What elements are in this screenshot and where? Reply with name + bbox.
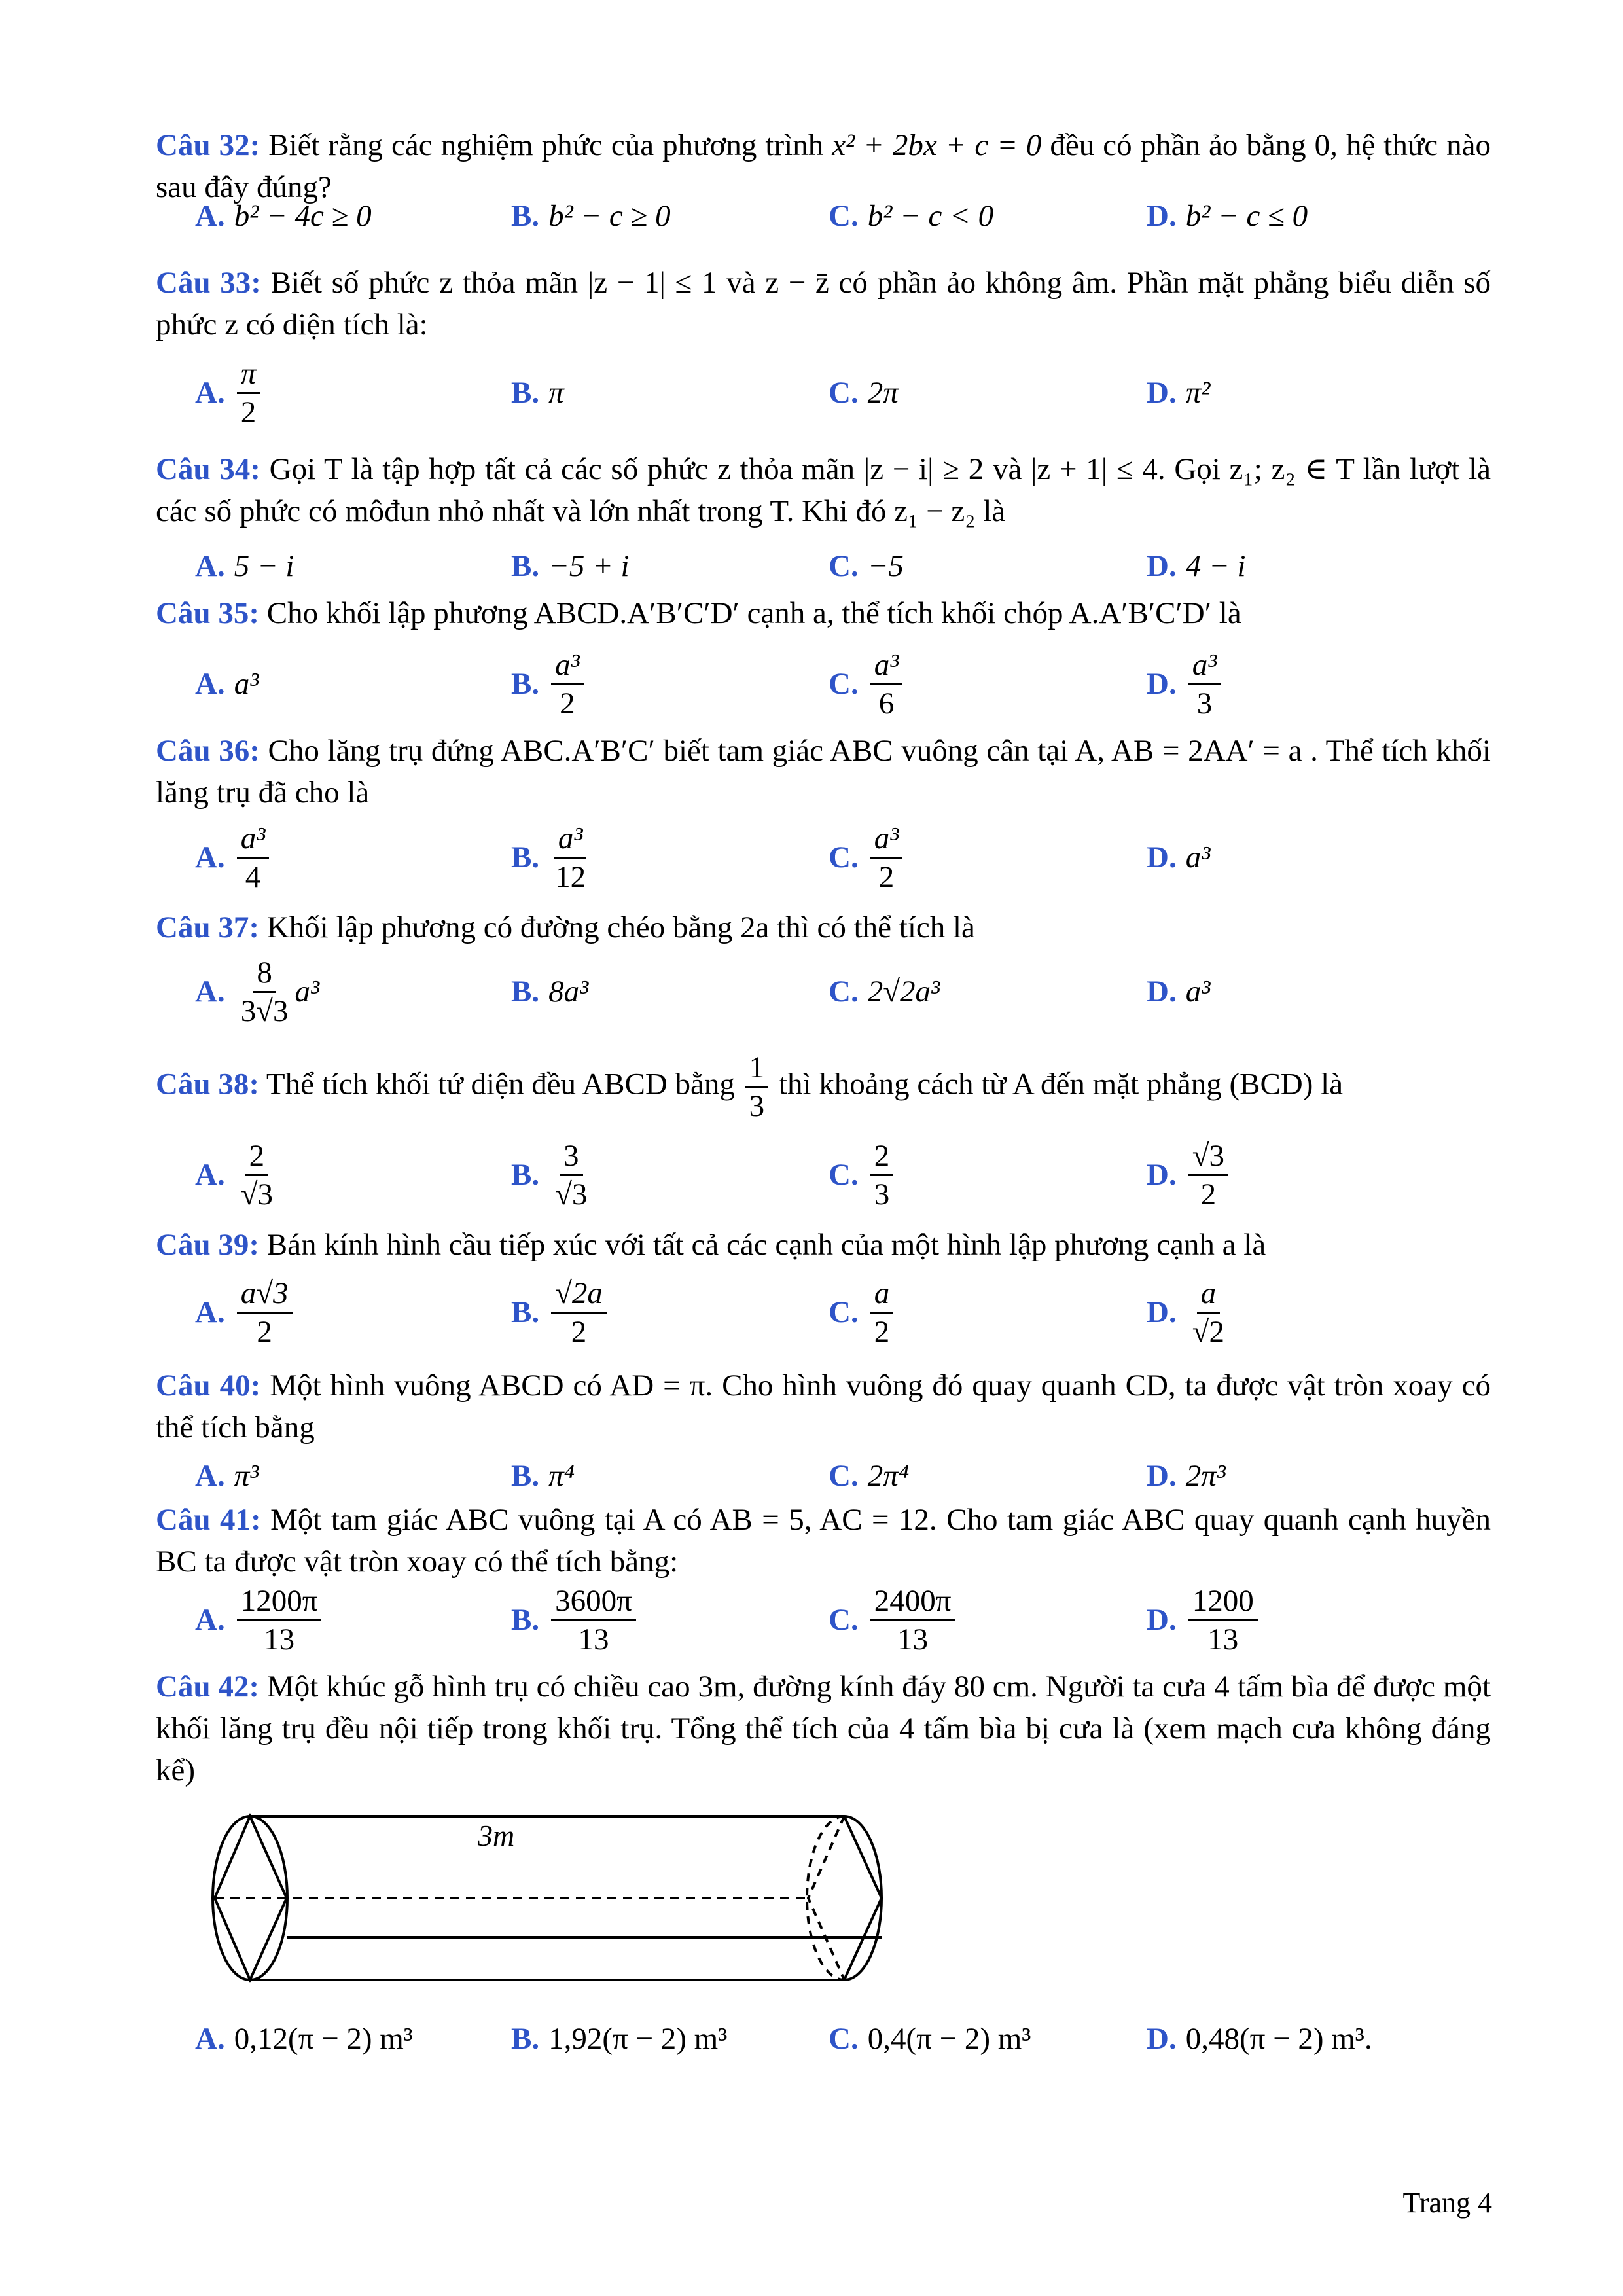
option-letter: D.	[1147, 975, 1177, 1009]
option-text: 1,92(π − 2) m³	[548, 2022, 728, 2056]
option-letter: A.	[195, 1603, 225, 1637]
options-33	[156, 353, 1491, 432]
option-a[interactable]	[195, 1581, 324, 1659]
denominator: 12	[555, 859, 586, 894]
fraction	[870, 820, 903, 895]
question-stem	[156, 730, 1491, 814]
option-d[interactable]	[1147, 353, 1210, 432]
stem-text: Gọi T là tập hợp tất cả các số phức z thỏa mãn |z − i| ≥ 2 và |z + 1| ≤ 4. Gọi z₁; z₂ ∈ T lần lượt là các số phức có môđun nhỏ nhất và lớn nhất trong T. Khi đó z₁ − z₂ là	[156, 452, 1491, 528]
question-stem	[156, 1049, 1343, 1124]
question-number: Câu 33:	[156, 266, 261, 300]
option-letter: D.	[1147, 1459, 1177, 1493]
denominator: 3	[874, 1177, 890, 1211]
numerator: √3	[1188, 1138, 1228, 1176]
question-number: Câu 34:	[156, 452, 260, 486]
question-number: Câu 40:	[156, 1369, 261, 1403]
option-letter: D.	[1147, 667, 1177, 701]
option-a[interactable]	[195, 818, 272, 897]
question-39	[156, 1224, 1491, 1266]
option-a[interactable]	[195, 1453, 259, 1499]
option-text: a³	[234, 667, 259, 701]
option-text: a³	[1185, 840, 1211, 874]
fraction	[551, 647, 584, 722]
numerator: 3600π	[551, 1583, 636, 1621]
question-number: Câu 36:	[156, 734, 260, 768]
option-b[interactable]	[511, 543, 630, 589]
option-letter: D.	[1147, 1603, 1177, 1637]
option-a[interactable]	[195, 952, 319, 1031]
options-39	[156, 1273, 1491, 1352]
option-text: π	[548, 376, 564, 410]
right-square-back	[808, 1816, 844, 1980]
fraction	[237, 1583, 322, 1658]
fraction	[237, 1138, 277, 1213]
question-stem	[156, 1666, 1491, 1791]
numerator: 1	[745, 1049, 769, 1088]
fraction	[1188, 647, 1221, 722]
question-stem	[156, 592, 1491, 634]
right-square-front	[844, 1816, 882, 1980]
fraction	[237, 820, 270, 895]
option-a[interactable]	[195, 645, 259, 723]
stem-text: Một tam giác ABC vuông tại A có AB = 5, AC = 12. Cho tam giác ABC quay quanh cạnh huyền BC ta được vật tròn xoay có thể tích bằng:	[156, 1503, 1491, 1579]
stem-text: Cho lăng trụ đứng ABC.A′B′C′ biết tam giác ABC vuông cân tại A, AB = 2AA′ = a . Thể tích khối lăng trụ đã cho là	[156, 734, 1491, 810]
option-letter: C.	[829, 199, 859, 233]
question-33	[156, 262, 1491, 346]
option-text: 8a³	[548, 975, 589, 1009]
option-text: 5 − i	[234, 549, 294, 583]
question-stem	[156, 448, 1491, 532]
question-35	[156, 592, 1491, 634]
options-41	[156, 1581, 1491, 1659]
option-letter: D.	[1147, 549, 1177, 583]
stem-text: Khối lập phương có đường chéo bằng 2a thì có thể tích là	[259, 910, 975, 944]
option-letter: A.	[195, 199, 225, 233]
option-text: 0,12(π − 2) m³	[234, 2022, 413, 2056]
option-letter: B.	[511, 199, 540, 233]
option-letter: B.	[511, 376, 540, 410]
fraction	[551, 1583, 636, 1658]
stem-text: Biết rằng các nghiệm phức của phương trình	[260, 128, 832, 162]
option-letter: A.	[195, 667, 225, 701]
cylinder-right-arc-front	[844, 1816, 882, 1980]
option-b[interactable]	[511, 193, 671, 239]
option-b[interactable]	[511, 1453, 575, 1499]
question-34	[156, 448, 1491, 532]
option-letter: B.	[511, 549, 540, 583]
question-41	[156, 1499, 1491, 1583]
question-number: Câu 35:	[156, 596, 259, 630]
option-a[interactable]	[195, 353, 262, 432]
option-d[interactable]	[1147, 645, 1223, 723]
denominator: √2	[1192, 1314, 1224, 1349]
options-38	[156, 1136, 1491, 1214]
denominator: √3	[240, 1177, 273, 1211]
option-letter: B.	[511, 2022, 540, 2056]
options-36	[156, 818, 1491, 897]
question-number: Câu 39:	[156, 1228, 259, 1262]
fraction	[1188, 1275, 1228, 1350]
option-letter: C.	[829, 1158, 859, 1192]
fraction	[237, 954, 293, 1030]
question-number: Câu 38:	[156, 1066, 259, 1101]
stem-math: x² + 2bx + c = 0	[832, 128, 1042, 162]
option-letter: C.	[829, 376, 859, 410]
option-letter: B.	[511, 975, 540, 1009]
option-d[interactable]	[1147, 1136, 1231, 1214]
denominator: 13	[578, 1622, 609, 1657]
option-text: b² − c ≤ 0	[1185, 199, 1308, 233]
option-letter: D.	[1147, 199, 1177, 233]
option-text: −5 + i	[548, 549, 630, 583]
option-letter: A.	[195, 1295, 225, 1329]
option-c[interactable]	[829, 2016, 1031, 2062]
denominator: 13	[264, 1622, 295, 1657]
numerator: a	[1197, 1275, 1221, 1314]
denominator: 2	[257, 1314, 272, 1349]
stem-text: Thể tích khối tứ diện đều ABCD bằng	[259, 1066, 743, 1101]
fraction	[551, 1275, 607, 1350]
numerator: a	[870, 1275, 894, 1314]
option-a[interactable]	[195, 1273, 295, 1352]
denominator: 3	[1196, 686, 1213, 721]
question-number: Câu 42:	[156, 1670, 260, 1704]
numerator: 1200π	[237, 1583, 322, 1621]
page-number: Trang 4	[1402, 2187, 1492, 2219]
option-letter: C.	[829, 2022, 859, 2056]
option-d[interactable]	[1147, 952, 1210, 1031]
option-c[interactable]	[829, 1273, 896, 1352]
option-b[interactable]	[511, 645, 586, 723]
numerator: 1200	[1188, 1583, 1258, 1621]
option-c[interactable]	[829, 1453, 909, 1499]
question-stem	[156, 1365, 1491, 1448]
option-letter: B.	[511, 840, 540, 874]
denominator: 2	[560, 686, 575, 721]
option-letter: D.	[1147, 376, 1177, 410]
option-letter: B.	[511, 667, 540, 701]
option-text: b² − c < 0	[867, 199, 994, 233]
fraction	[870, 1275, 894, 1350]
question-36	[156, 730, 1491, 814]
option-d[interactable]	[1147, 1273, 1231, 1352]
option-letter: D.	[1147, 2022, 1177, 2056]
denominator: 2	[571, 1314, 587, 1349]
option-c[interactable]	[829, 193, 993, 239]
option-letter: B.	[511, 1603, 540, 1637]
option-text: 2√2a³	[867, 975, 940, 1009]
numerator: 2400π	[870, 1583, 955, 1621]
option-letter: C.	[829, 1603, 859, 1637]
option-d[interactable]	[1147, 2016, 1372, 2062]
option-b[interactable]	[511, 1136, 594, 1214]
option-letter: C.	[829, 1295, 859, 1329]
fraction	[870, 1583, 955, 1658]
option-letter: A.	[195, 840, 225, 874]
question-40	[156, 1365, 1491, 1448]
option-text: 4 − i	[1185, 549, 1246, 583]
numerator: a³	[1188, 647, 1221, 685]
option-text: a³	[294, 975, 320, 1009]
question-stem	[156, 1499, 1491, 1583]
fraction	[870, 1138, 894, 1213]
denominator: 2	[874, 1314, 890, 1349]
stem-text: Bán kính hình cầu tiếp xúc với tất cả các cạnh của một hình lập phương cạnh a là	[259, 1228, 1266, 1262]
option-a[interactable]	[195, 543, 294, 589]
question-number: Câu 41:	[156, 1503, 261, 1537]
question-42	[156, 1666, 1491, 1791]
denominator: 3	[749, 1088, 765, 1123]
question-38	[156, 1047, 1491, 1126]
fraction	[551, 820, 590, 895]
numerator: a³	[237, 820, 270, 859]
denominator: 6	[878, 686, 895, 721]
option-letter: C.	[829, 975, 859, 1009]
question-stem	[156, 1224, 1491, 1266]
numerator: 3	[560, 1138, 583, 1176]
option-c[interactable]	[829, 543, 904, 589]
stem-text: Một hình vuông ABCD có AD = π. Cho hình vuông đó quay quanh CD, ta được vật tròn xoay có thể tích bằng	[156, 1369, 1491, 1444]
options-42	[156, 2016, 1491, 2062]
option-letter: B.	[511, 1459, 540, 1493]
option-b[interactable]	[511, 353, 564, 432]
fraction	[237, 355, 260, 431]
options-40	[156, 1453, 1491, 1499]
options-34	[156, 543, 1491, 589]
question-stem	[156, 262, 1491, 346]
option-letter: A.	[195, 1158, 225, 1192]
option-letter: C.	[829, 1459, 859, 1493]
option-text: b² − 4c ≥ 0	[234, 199, 372, 233]
option-c[interactable]	[829, 645, 905, 723]
options-35	[156, 645, 1491, 723]
option-letter: D.	[1147, 1295, 1177, 1329]
option-a[interactable]	[195, 193, 372, 239]
numerator: 8	[253, 954, 276, 993]
option-c[interactable]	[829, 818, 905, 897]
option-text: 0,48(π − 2) m³.	[1185, 2022, 1372, 2056]
option-letter: A.	[195, 549, 225, 583]
question-stem	[156, 906, 1491, 948]
option-b[interactable]	[511, 952, 588, 1031]
option-text: π³	[234, 1459, 259, 1493]
numerator: √2a	[551, 1275, 607, 1314]
option-letter: C.	[829, 667, 859, 701]
option-letter: A.	[195, 1459, 225, 1493]
option-text: π²	[1185, 376, 1211, 410]
option-letter: C.	[829, 840, 859, 874]
denominator: 13	[897, 1622, 929, 1657]
numerator: 2	[245, 1138, 269, 1176]
option-a[interactable]	[195, 2016, 413, 2062]
numerator: π	[237, 355, 260, 394]
option-letter: B.	[511, 1158, 540, 1192]
option-d[interactable]	[1147, 543, 1245, 589]
option-letter: A.	[195, 376, 225, 410]
fraction	[870, 647, 903, 722]
option-c[interactable]	[829, 1581, 957, 1659]
option-text: π⁴	[548, 1459, 575, 1493]
option-letter: A.	[195, 2022, 225, 2056]
options-32	[156, 193, 1491, 239]
question-number: Câu 37:	[156, 910, 259, 944]
stem-text: đều có phần ảo bằng 0, hệ thức nào sau đây đúng?	[156, 128, 1491, 204]
option-d[interactable]	[1147, 193, 1308, 239]
denominator: 4	[245, 859, 261, 894]
option-letter: B.	[511, 1295, 540, 1329]
cylinder-figure	[209, 1813, 890, 1990]
option-c[interactable]	[829, 952, 940, 1031]
height-label: 3m	[478, 1819, 515, 1852]
option-letter: C.	[829, 549, 859, 583]
option-b[interactable]	[511, 1581, 639, 1659]
option-text: −5	[867, 549, 904, 583]
option-text: 0,4(π − 2) m³	[867, 2022, 1031, 2056]
option-text: 2π⁴	[867, 1459, 910, 1493]
numerator: a³	[551, 647, 584, 685]
option-text: 2π³	[1185, 1459, 1226, 1493]
fraction	[1188, 1138, 1228, 1213]
numerator: a³	[554, 820, 587, 859]
cylinder-right-arc-back	[807, 1816, 844, 1980]
numerator: a³	[870, 820, 903, 859]
option-text: 2π	[867, 376, 899, 410]
option-a[interactable]	[195, 1136, 279, 1214]
option-d[interactable]	[1147, 818, 1210, 897]
stem-text: Một khúc gỗ hình trụ có chiều cao 3m, đường kính đáy 80 cm. Người ta cưa 4 tấm bìa để được một khối lăng trụ đều nội tiếp trong khối trụ. Tổng thể tích của 4 tấm bìa bị cưa là (xem mạch cưa không đáng kể)	[156, 1670, 1491, 1787]
option-c[interactable]	[829, 1136, 896, 1214]
option-b[interactable]	[511, 818, 592, 897]
fraction	[551, 1138, 591, 1213]
option-letter: A.	[195, 975, 225, 1009]
option-letter: D.	[1147, 840, 1177, 874]
option-b[interactable]	[511, 2016, 727, 2062]
question-number: Câu 32:	[156, 128, 260, 162]
stem-text: Biết số phức z thỏa mãn |z − 1| ≤ 1 và z − z̄ có phần ảo không âm. Phần mặt phẳng biểu diễn số phức z có diện tích là:	[156, 266, 1491, 342]
numerator: 2	[870, 1138, 894, 1176]
denominator: 13	[1207, 1622, 1239, 1657]
option-d[interactable]	[1147, 1581, 1260, 1659]
stem-text: thì khoảng cách từ A đến mặt phẳng (BCD) là	[771, 1066, 1344, 1101]
numerator: a³	[870, 647, 903, 685]
denominator: 2	[878, 859, 895, 894]
fraction	[745, 1049, 769, 1124]
denominator: √3	[555, 1177, 588, 1211]
option-d[interactable]	[1147, 1453, 1226, 1499]
denominator: 2	[240, 395, 257, 429]
option-text: b² − c ≥ 0	[548, 199, 671, 233]
fraction	[237, 1275, 293, 1350]
denominator: 3√3	[240, 994, 289, 1028]
option-letter: D.	[1147, 1158, 1177, 1192]
denominator: 2	[1200, 1177, 1217, 1211]
option-text: a³	[1185, 975, 1211, 1009]
question-37	[156, 906, 1491, 948]
fraction	[1188, 1583, 1258, 1658]
options-37	[156, 952, 1491, 1031]
numerator: a√3	[237, 1275, 293, 1314]
option-b[interactable]	[511, 1273, 609, 1352]
option-c[interactable]	[829, 353, 899, 432]
stem-text: Cho khối lập phương ABCD.A′B′C′D′ cạnh a, thể tích khối chóp A.A′B′C′D′ là	[259, 596, 1241, 630]
